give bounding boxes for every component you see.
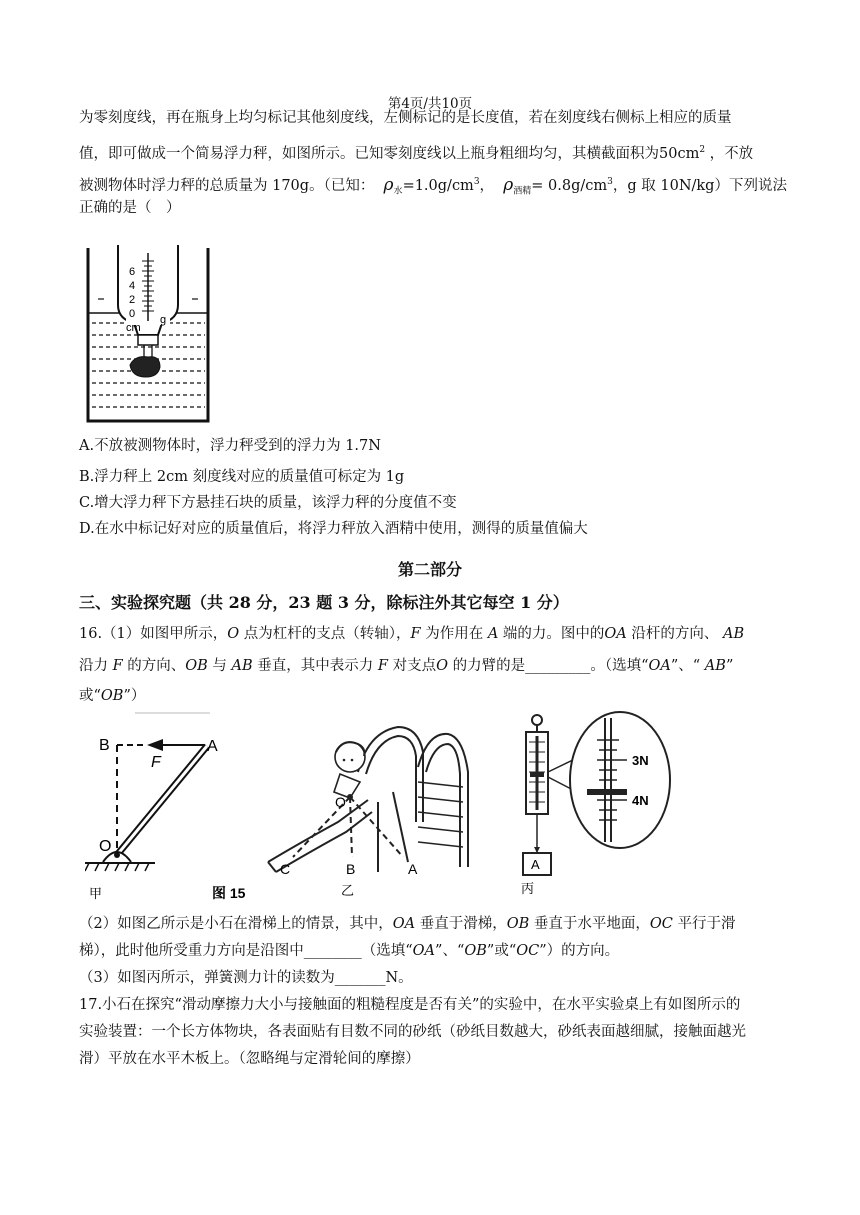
label-a: A: [207, 738, 218, 755]
q16-text: 垂直于水平地面，: [529, 916, 650, 932]
scale-number-0: 0: [129, 308, 136, 320]
rho-water-value: =1.0g/cm: [402, 177, 474, 194]
label-c: C: [280, 861, 291, 877]
q16-text: （2）如图乙所示是小石在滑梯上的情景，其中，: [79, 916, 393, 932]
q16-text: 或“: [79, 688, 101, 704]
q15-line-4: 正确的是（ ）: [79, 200, 181, 216]
rho-symbol-water: ρ: [383, 174, 394, 195]
q17-line-2: 实验装置：一个长方体物块，各表面贴有目数不同的砂纸（砂纸目数越大，砂纸表面越细腻，接触面越光: [79, 1024, 746, 1040]
caption-jia: 甲: [89, 886, 103, 901]
q16-text: 与: [207, 658, 232, 674]
q16-part1-line2: [79, 656, 733, 676]
rho-symbol-alcohol: ρ: [503, 174, 514, 195]
figure-number: 图 15: [212, 885, 246, 901]
float-scale-figure: [80, 243, 220, 428]
q15-line-2: [79, 140, 753, 164]
q16-text: 端的力。图中的: [498, 626, 605, 642]
var-o: O: [227, 626, 240, 642]
q16-text: ”或“: [486, 943, 517, 959]
scale-number-6: 6: [129, 266, 136, 278]
q16-text: 为作用在: [420, 626, 488, 642]
caption-yi: 乙: [341, 883, 355, 897]
q16-part2-line1: [79, 914, 735, 934]
q15-line-1: 为零刻度线，再在瓶身上均匀标记其他刻度线，左侧标记的是长度值，若在刻度线右侧标上相应的质量: [79, 110, 732, 126]
option-a: A.不放被测物体时，浮力秤受到的浮力为 1.7N: [79, 438, 381, 454]
page-indicator: 第4页/共10页: [387, 96, 473, 112]
q17-line-3: 滑）平放在水平木板上。（忽略绳与定滑轮间的摩擦）: [79, 1051, 420, 1067]
var-ab: AB: [723, 626, 745, 642]
label-o: O: [99, 838, 112, 855]
var-oa: OA: [604, 626, 627, 642]
option-d: D.在水中标记好对应的质量值后，将浮力秤放入酒精中使用，测得的质量值偏大: [79, 521, 588, 537]
q16-text: ”、“: [670, 658, 701, 674]
rho-water-subscript: 水: [393, 186, 403, 197]
var-ab: AB: [704, 658, 726, 674]
q16-text: 梯），此时他所受重力方向是沿图中________（选填“: [79, 943, 413, 959]
section-heading: 三、实验探究题（共 28 分，23 题 3 分，除标注外其它每空 1 分）: [79, 593, 569, 612]
slide-figure-yi: [258, 712, 483, 897]
spring-scale-figure-bing: [515, 710, 675, 900]
var-oa: OA: [412, 943, 436, 959]
q16-text: 平行于滑: [672, 916, 736, 932]
label-b: B: [99, 737, 110, 754]
label-a: A: [408, 861, 418, 877]
part-title: 第二部分: [397, 560, 462, 579]
var-a: A: [487, 626, 499, 642]
rho-alcohol-subscript: 酒精: [513, 186, 532, 197]
var-oa: OA: [392, 916, 416, 932]
q16-text: ”: [725, 658, 734, 674]
q15-line-2a: 值，即可做成一个简易浮力秤，如图所示。已知零刻度线以上瓶身粗细均匀，其横截面积为: [79, 145, 659, 162]
q17-line-1: 17.小石在探究“滑动摩擦力大小与接触面的粗糙程度是否有关”的实验中，在水平实验桌上有如图所示的: [79, 997, 741, 1013]
caption-bing: 丙: [521, 881, 535, 896]
var-o: O: [436, 658, 448, 674]
scale-number-2: 2: [129, 294, 136, 306]
q15-line-2b: ，不放: [709, 145, 754, 162]
cube-exponent-2: 3: [607, 177, 613, 187]
q16-part1-line1: [79, 624, 744, 644]
q16-text: ”、“: [435, 943, 465, 959]
q16-part3: （3）如图丙所示，弹簧测力计的读数为_______N。: [79, 970, 413, 986]
q16-text: 点为杠杆的支点（转轴），: [239, 626, 411, 642]
label-f: F: [151, 754, 161, 771]
q15-line-3b: ，g 取 10N/kg）下列说法: [612, 177, 787, 194]
cube-exponent-1: 3: [473, 177, 480, 187]
q16-text: 的力臂的是_________。（选填“: [447, 658, 649, 674]
q16-part2-line2: [79, 941, 619, 961]
q16-text: 沿力: [79, 658, 113, 674]
var-ob: OB: [185, 658, 208, 674]
area-exponent: 2: [699, 145, 706, 155]
q16-text: 沿杆的方向、: [626, 626, 719, 642]
label-o: O: [335, 794, 346, 810]
var-f: F: [377, 658, 388, 674]
q16-text: 垂直，其中表示力: [252, 658, 378, 674]
q16-part1-line3: [79, 686, 145, 706]
var-ab: AB: [231, 658, 253, 674]
option-b: B.浮力秤上 2cm 刻度线对应的质量值可标定为 1g: [79, 469, 405, 485]
var-oc: OC: [649, 916, 673, 932]
label-block-a: A: [531, 857, 540, 872]
var-f: F: [112, 658, 123, 674]
q16-text: 对支点: [387, 658, 437, 674]
label-3n: 3N: [632, 753, 649, 768]
q16-text: 16.（1）如图甲所示，: [79, 626, 228, 642]
area-value: 50cm: [659, 145, 700, 162]
var-ob: OB: [506, 916, 530, 932]
unit-cm: cm: [126, 322, 141, 334]
option-c: C.增大浮力秤下方悬挂石块的质量，该浮力秤的分度值不变: [79, 495, 457, 511]
q16-text: 的方向、: [122, 658, 186, 674]
comma: ，: [479, 177, 495, 194]
q15-line-3: [79, 172, 787, 202]
unit-g: g: [160, 314, 167, 326]
lever-figure-jia: [85, 710, 260, 905]
var-oc: OC: [516, 943, 540, 959]
label-b: B: [346, 861, 356, 877]
rho-alcohol-value: = 0.8g/cm: [531, 177, 608, 194]
var-ob: OB: [100, 688, 124, 704]
q16-text: 垂直于滑梯，: [415, 916, 507, 932]
q15-line-3a: 被测物体时浮力秤的总质量为 170g。（已知：: [79, 177, 375, 194]
label-4n: 4N: [632, 793, 649, 808]
var-f: F: [410, 626, 421, 642]
scale-number-4: 4: [129, 280, 136, 292]
var-oa: OA: [648, 658, 671, 674]
var-ob: OB: [464, 943, 487, 959]
q16-text: ”）: [123, 688, 146, 704]
q16-text: ”）的方向。: [539, 943, 620, 959]
